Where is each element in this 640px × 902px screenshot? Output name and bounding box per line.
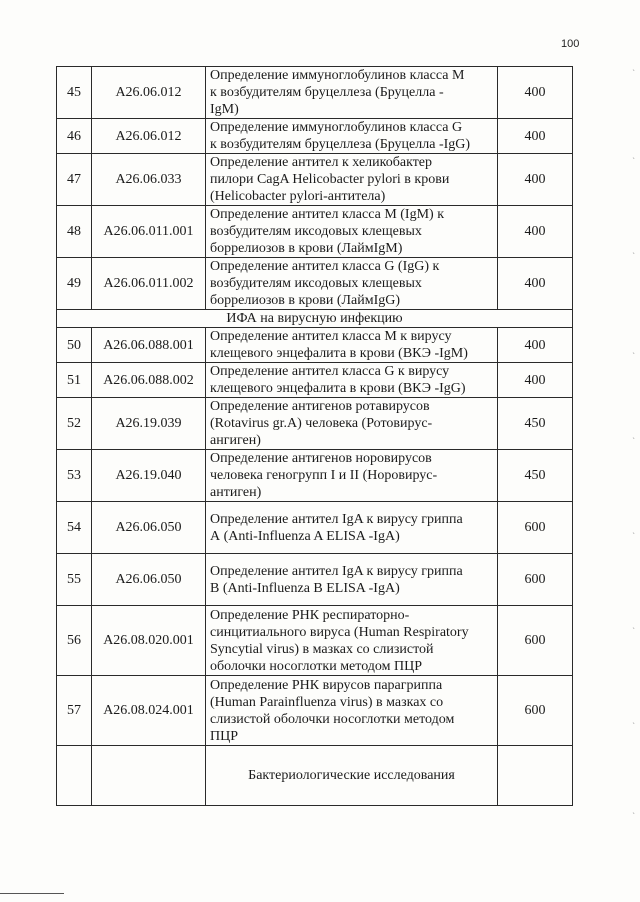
table-row: [57, 606, 573, 676]
service-name-line: Определение антител IgA к вирусу гриппа: [210, 511, 463, 527]
service-name-line: А (Anti-Influenza A ELISA -IgA): [210, 528, 400, 544]
service-name-line: Определение антител класса М (IgM) к: [210, 207, 445, 222]
margin-mark: ˎ: [632, 805, 636, 814]
page-number: 100: [561, 38, 580, 50]
service-price: 400: [498, 119, 573, 154]
service-name-line: (Human Parainfluenza virus) в мазках со: [210, 694, 444, 710]
service-name-line: к возбудителям бруцеллеза (Бруцелла -IgG): [210, 137, 471, 152]
service-price: 400: [498, 328, 573, 363]
table-row: [57, 154, 573, 206]
row-number: 55: [57, 554, 92, 606]
service-name-line: IgM): [210, 102, 239, 117]
table-row: [57, 206, 573, 258]
section-heading: ИФА на вирусную инфекцию: [57, 310, 573, 328]
service-name-line: антиген): [210, 485, 262, 500]
service-name-line: Определение антител к хеликобактер: [210, 155, 433, 170]
service-name-line: ангиген): [210, 433, 261, 448]
row-number: 49: [57, 258, 92, 310]
service-code: [92, 746, 206, 806]
service-name-line: Определение антител класса G к вирусу: [210, 364, 450, 379]
margin-mark: ˎ: [632, 62, 636, 71]
price-table: [56, 66, 573, 806]
service-code: A26.06.012: [92, 67, 206, 119]
table-row: [57, 67, 573, 119]
service-price: 600: [498, 554, 573, 606]
table-row: [57, 363, 573, 398]
row-number: 56: [57, 606, 92, 676]
service-code: A26.08.020.001: [92, 606, 206, 676]
service-price: 600: [498, 502, 573, 554]
table-row: [57, 502, 573, 554]
service-name-line: В (Anti-Influenza B ELISA -IgA): [210, 580, 400, 596]
table-row: [57, 746, 573, 806]
service-price: 400: [498, 154, 573, 206]
service-price: [498, 746, 573, 806]
service-name-line: Определение антител класса G (IgG) к: [210, 259, 440, 274]
service-name-line: Бактериологические исследования: [248, 768, 455, 783]
service-name-line: слизистой оболочки носоглотки методом: [210, 711, 455, 727]
service-name: [206, 258, 498, 310]
table-row: [57, 119, 573, 154]
service-price: 400: [498, 363, 573, 398]
service-name-line: Определение антител класса М к вирусу: [210, 329, 452, 344]
service-name-line: к возбудителям бруцеллеза (Бруцелла -: [210, 85, 444, 100]
row-number: 46: [57, 119, 92, 154]
service-code: A26.06.011.002: [92, 258, 206, 310]
service-code: A26.06.050: [92, 554, 206, 606]
service-name-line: оболочки носоглотки методом ПЦР: [210, 658, 423, 674]
service-name-line: (Helicobacter pylori-антитела): [210, 189, 386, 204]
service-name: [206, 328, 498, 363]
margin-mark: ˎ: [632, 430, 636, 439]
service-name: [206, 554, 498, 606]
service-name-line: клещевого энцефалита в крови (ВКЭ -IgM): [210, 346, 468, 361]
row-number: [57, 746, 92, 806]
service-name: [206, 154, 498, 206]
service-price: 400: [498, 67, 573, 119]
table-row: [57, 450, 573, 502]
service-name-line: синцитиального вируса (Human Respiratory: [210, 624, 469, 640]
table-row: [57, 398, 573, 450]
margin-mark: ˎ: [632, 345, 636, 354]
service-name-line: Определение иммуноглобулинов класса G: [210, 120, 463, 135]
service-name-line: боррелиозов в крови (ЛаймIgM): [210, 241, 403, 256]
service-name: [206, 676, 498, 746]
service-name-line: (Rotavirus gr.A) человека (Ротовирус-: [210, 416, 433, 431]
service-name: [206, 746, 498, 806]
service-name-line: Определение РНК вирусов парагриппа: [210, 677, 443, 693]
row-number: 45: [57, 67, 92, 119]
service-name-line: Определение иммуноглобулинов класса М: [210, 68, 465, 83]
service-name: [206, 119, 498, 154]
row-number: 54: [57, 502, 92, 554]
row-number: 50: [57, 328, 92, 363]
service-code: A26.06.050: [92, 502, 206, 554]
service-name-line: человека геногрупп I и II (Норовирус-: [210, 468, 438, 483]
table-row: [57, 328, 573, 363]
service-name-line: Определение антигенов ротавирусов: [210, 399, 430, 414]
service-name-line: Определение антител IgA к вирусу гриппа: [210, 563, 463, 579]
margin-mark: ˎ: [632, 525, 636, 534]
service-name-line: возбудителям иксодовых клещевых: [210, 276, 422, 291]
margin-mark: ˎ: [632, 245, 636, 254]
service-price: 400: [498, 206, 573, 258]
service-name: [206, 450, 498, 502]
service-name-line: Определение антигенов норовирусов: [210, 451, 432, 466]
service-price: 450: [498, 450, 573, 502]
table-row: [57, 676, 573, 746]
row-number: 51: [57, 363, 92, 398]
service-price: 600: [498, 606, 573, 676]
service-price: 600: [498, 676, 573, 746]
service-code: A26.19.040: [92, 450, 206, 502]
service-name: [206, 502, 498, 554]
service-code: A26.06.012: [92, 119, 206, 154]
service-code: A26.08.024.001: [92, 676, 206, 746]
service-code: A26.06.088.001: [92, 328, 206, 363]
service-name: [206, 606, 498, 676]
margin-mark: ˎ: [632, 620, 636, 629]
service-name-line: возбудителям иксодовых клещевых: [210, 224, 422, 239]
row-number: 47: [57, 154, 92, 206]
table-row: [57, 258, 573, 310]
service-name-line: ПЦР: [210, 728, 239, 744]
row-number: 48: [57, 206, 92, 258]
service-name: [206, 206, 498, 258]
service-code: A26.06.011.001: [92, 206, 206, 258]
service-name: [206, 67, 498, 119]
service-name-line: клещевого энцефалита в крови (ВКЭ -IgG): [210, 381, 466, 396]
footnote-rule: [0, 893, 64, 894]
row-number: 57: [57, 676, 92, 746]
service-name-line: пилори CagA Helicobacter pylori в крови: [210, 172, 450, 187]
service-name: [206, 363, 498, 398]
row-number: 52: [57, 398, 92, 450]
service-code: A26.06.088.002: [92, 363, 206, 398]
service-price: 450: [498, 398, 573, 450]
service-name-line: боррелиозов в крови (ЛаймIgG): [210, 293, 401, 308]
service-price: 400: [498, 258, 573, 310]
service-code: A26.19.039: [92, 398, 206, 450]
service-name: [206, 398, 498, 450]
margin-mark: ˎ: [632, 715, 636, 724]
service-name-line: Syncytial virus) в мазках со слизистой: [210, 641, 434, 657]
table-row: [57, 554, 573, 606]
margin-mark: ˎ: [632, 150, 636, 159]
service-code: A26.06.033: [92, 154, 206, 206]
service-name-line: Определение РНК респираторно-: [210, 607, 410, 623]
row-number: 53: [57, 450, 92, 502]
section-row: [57, 310, 573, 328]
